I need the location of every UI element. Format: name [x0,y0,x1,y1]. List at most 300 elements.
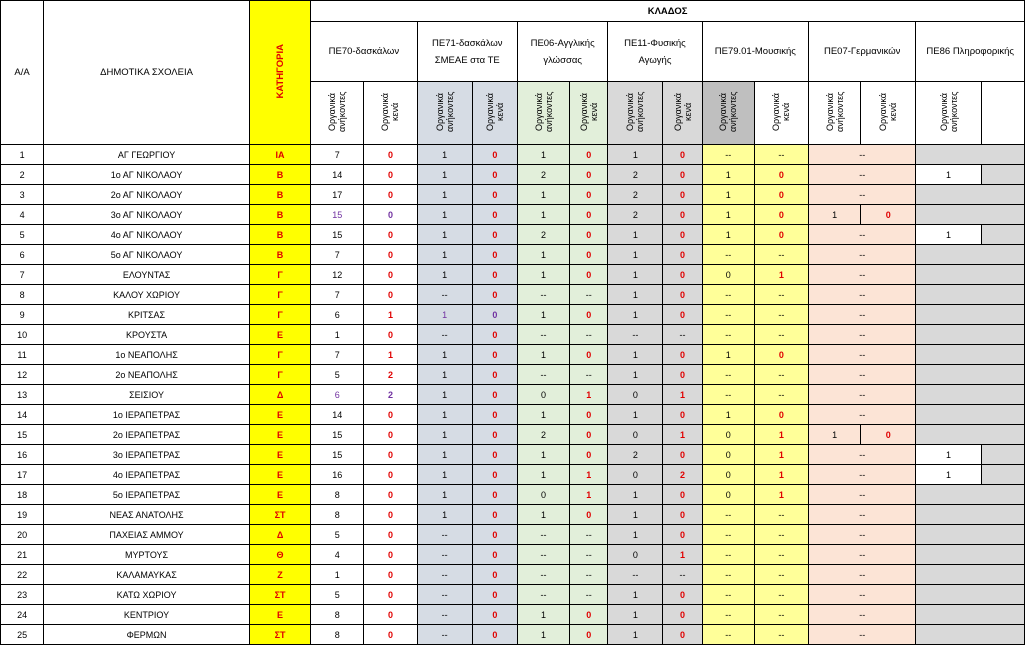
pe70-vacant: 0 [364,485,417,505]
pe11-organic: 1 [608,625,663,645]
header-schools: ΔΗΜΟΤΙΚΑ ΣΧΟΛΕΙΑ [44,1,250,145]
pe06-organic: 1 [517,245,569,265]
pe70-organic: 8 [311,505,364,525]
pe06-vacant: 0 [570,265,608,285]
pe07-merged: -- [809,625,916,645]
pe06-organic: 1 [517,625,569,645]
pe79-organic: 0 [702,465,754,485]
table-row [1,185,1025,205]
pe79-vacant: -- [754,245,808,265]
row-school: ΑΓ ΓΕΩΡΓΙΟΥ [44,145,250,165]
pe06-organic: 1 [517,205,569,225]
pe70-organic: 6 [311,385,364,405]
table-row [1,325,1025,345]
subheader-vacant: Οργανικά κενά [861,82,916,145]
pe79-vacant: 1 [754,445,808,465]
pe06-organic: -- [517,365,569,385]
pe71-organic: -- [417,605,472,625]
pe11-vacant: 0 [663,605,702,625]
pe11-organic: 1 [608,365,663,385]
row-school: 5ο ΙΕΡΑΠΕΤΡΑΣ [44,485,250,505]
pe07-vacant: 0 [861,425,916,445]
row-category: Ε [249,465,310,485]
pe79-vacant: 0 [754,185,808,205]
pe06-organic: 1 [517,465,569,485]
pe11-vacant: 0 [663,305,702,325]
row-aa: 10 [1,325,44,345]
pe86-organic: 1 [916,465,981,485]
pe11-organic: 1 [608,405,663,425]
pe86-merged [916,605,1025,625]
table-row [1,365,1025,385]
row-school: ΣΕΙΣΙΟΥ [44,385,250,405]
pe79-vacant: -- [754,505,808,525]
pe70-vacant: 0 [364,545,417,565]
header-category: ΚΑΤΗΓΟΡΙΑ [249,1,310,145]
row-category: ΣΤ [249,625,310,645]
pe71-organic: 1 [417,185,472,205]
pe11-organic: 0 [608,425,663,445]
pe71-organic: -- [417,565,472,585]
table-row [1,425,1025,445]
pe71-vacant: 0 [472,465,517,485]
pe07-merged: -- [809,365,916,385]
subheader-vacant: Οργανικά κενά [364,82,417,145]
pe71-vacant: 0 [472,265,517,285]
pe79-vacant: 0 [754,225,808,245]
pe79-organic: -- [702,585,754,605]
pe11-organic: 1 [608,525,663,545]
pe11-vacant: 0 [663,585,702,605]
pe07-merged: -- [809,165,916,185]
pe11-vacant: 0 [663,505,702,525]
pe06-organic: -- [517,585,569,605]
pe06-organic: -- [517,285,569,305]
pe79-vacant: 1 [754,465,808,485]
pe71-organic: 1 [417,245,472,265]
row-school: ΚΑΛΟΥ ΧΩΡΙΟΥ [44,285,250,305]
table-row [1,445,1025,465]
pe70-organic: 15 [311,445,364,465]
pe71-organic: -- [417,625,472,645]
pe11-organic: 0 [608,385,663,405]
row-category: Γ [249,305,310,325]
row-category: Γ [249,345,310,365]
pe86-merged [916,325,1025,345]
pe06-vacant: 0 [570,445,608,465]
pe11-vacant: 0 [663,165,702,185]
pe79-vacant: -- [754,285,808,305]
subheader-empty [981,82,1024,145]
pe11-vacant: 1 [663,385,702,405]
pe70-organic: 5 [311,365,364,385]
pe70-organic: 1 [311,565,364,585]
pe79-vacant: -- [754,585,808,605]
pe06-vacant: -- [570,545,608,565]
pe86-merged [916,505,1025,525]
pe11-organic: 1 [608,605,663,625]
row-aa: 4 [1,205,44,225]
pe11-vacant: 0 [663,365,702,385]
pe11-organic: 1 [608,305,663,325]
row-school: ΚΡΟΥΣΤΑ [44,325,250,345]
pe11-vacant: 0 [663,185,702,205]
pe06-vacant: 0 [570,185,608,205]
pe06-vacant: -- [570,325,608,345]
pe71-vacant: 0 [472,425,517,445]
pe79-vacant: 0 [754,165,808,185]
pe06-organic: 0 [517,385,569,405]
pe07-merged: -- [809,605,916,625]
row-aa: 17 [1,465,44,485]
row-school: 4ο ΙΕΡΑΠΕΤΡΑΣ [44,465,250,485]
row-school: 5ο ΑΓ ΝΙΚΟΛΑΟΥ [44,245,250,265]
table-row [1,625,1025,645]
row-aa: 16 [1,445,44,465]
header-group-pe11: ΠΕ11-Φυσικής Αγωγής [608,22,702,82]
row-aa: 8 [1,285,44,305]
pe11-vacant: 0 [663,285,702,305]
pe11-organic: 0 [608,465,663,485]
pe11-vacant: 0 [663,625,702,645]
row-category: Ε [249,445,310,465]
pe70-vacant: 1 [364,305,417,325]
pe07-merged: -- [809,585,916,605]
pe70-organic: 15 [311,225,364,245]
pe06-organic: 1 [517,445,569,465]
pe79-vacant: -- [754,305,808,325]
row-aa: 23 [1,585,44,605]
pe79-organic: -- [702,325,754,345]
row-category: Β [249,205,310,225]
pe70-organic: 7 [311,245,364,265]
row-school: 1ο ΙΕΡΑΠΕΤΡΑΣ [44,405,250,425]
subheader-organic: Οργανικά ανήκοντες [311,82,364,145]
pe71-vacant: 0 [472,485,517,505]
pe06-organic: 1 [517,145,569,165]
row-school: ΜΥΡΤΟΥΣ [44,545,250,565]
pe06-organic: 2 [517,225,569,245]
table-row [1,545,1025,565]
pe79-vacant: -- [754,145,808,165]
pe06-organic: 1 [517,345,569,365]
pe79-vacant: -- [754,625,808,645]
pe70-vacant: 0 [364,445,417,465]
pe71-vacant: 0 [472,445,517,465]
pe06-organic: 1 [517,305,569,325]
pe70-vacant: 0 [364,165,417,185]
table-row [1,565,1025,585]
subheader-vacant: Οργανικά κενά [472,82,517,145]
pe79-vacant: -- [754,325,808,345]
pe70-vacant: 0 [364,325,417,345]
pe70-vacant: 0 [364,585,417,605]
row-aa: 12 [1,365,44,385]
pe71-organic: 1 [417,205,472,225]
table-row [1,465,1025,485]
pe06-vacant: 1 [570,485,608,505]
subheader-vacant: Οργανικά κενά [663,82,702,145]
pe11-vacant: 0 [663,145,702,165]
table-row [1,205,1025,225]
pe71-vacant: 0 [472,405,517,425]
subheader-organic: Οργανικά ανήκοντες [702,82,754,145]
pe11-organic: 1 [608,345,663,365]
pe86-vacant [981,165,1024,185]
row-category: Ε [249,605,310,625]
table-row [1,245,1025,265]
row-aa: 5 [1,225,44,245]
pe79-organic: -- [702,625,754,645]
pe11-vacant: -- [663,325,702,345]
pe79-organic: 0 [702,485,754,505]
pe86-merged [916,205,1025,225]
pe07-merged: -- [809,185,916,205]
subheader-organic: Οργανικά ανήκοντες [916,82,981,145]
pe79-vacant: -- [754,365,808,385]
pe70-vacant: 0 [364,245,417,265]
table-row [1,345,1025,365]
pe79-vacant: -- [754,565,808,585]
row-category: Ζ [249,565,310,585]
pe86-vacant [981,225,1024,245]
pe71-vacant: 0 [472,545,517,565]
pe07-merged: -- [809,285,916,305]
pe79-vacant: 1 [754,425,808,445]
pe11-vacant: 0 [663,445,702,465]
table-row [1,385,1025,405]
pe86-merged [916,385,1025,405]
pe06-organic: -- [517,565,569,585]
row-aa: 25 [1,625,44,645]
pe70-vacant: 0 [364,285,417,305]
pe06-organic: -- [517,545,569,565]
pe70-organic: 4 [311,545,364,565]
pe86-vacant [981,465,1024,485]
header-group-pe70: ΠΕ70-δασκάλων [311,22,417,82]
pe86-merged [916,585,1025,605]
table-row [1,605,1025,625]
pe71-organic: 1 [417,405,472,425]
table-row [1,485,1025,505]
pe86-merged [916,145,1025,165]
pe70-vacant: 0 [364,205,417,225]
table-row [1,265,1025,285]
pe71-organic: 1 [417,365,472,385]
pe06-organic: 1 [517,505,569,525]
pe11-vacant: 0 [663,345,702,365]
pe06-organic: 1 [517,605,569,625]
pe11-vacant: 0 [663,265,702,285]
pe86-merged [916,485,1025,505]
pe06-vacant: -- [570,365,608,385]
pe79-organic: 1 [702,165,754,185]
pe06-organic: 1 [517,185,569,205]
pe06-organic: 2 [517,425,569,445]
pe70-organic: 7 [311,285,364,305]
table-row [1,285,1025,305]
pe07-merged: -- [809,565,916,585]
pe70-organic: 14 [311,165,364,185]
pe79-organic: -- [702,565,754,585]
pe70-organic: 7 [311,145,364,165]
row-aa: 14 [1,405,44,425]
pe11-vacant: 0 [663,205,702,225]
table-row [1,145,1025,165]
pe07-merged: -- [809,265,916,285]
pe11-organic: 1 [608,505,663,525]
pe70-vacant: 0 [364,425,417,445]
pe70-organic: 6 [311,305,364,325]
row-aa: 6 [1,245,44,265]
pe71-organic: 1 [417,505,472,525]
pe06-vacant: 1 [570,385,608,405]
pe70-organic: 8 [311,605,364,625]
row-school: ΚΡΙΤΣΑΣ [44,305,250,325]
pe70-organic: 14 [311,405,364,425]
pe79-vacant: 1 [754,265,808,285]
pe86-organic: 1 [916,225,981,245]
pe70-vacant: 0 [364,225,417,245]
pe07-merged: -- [809,445,916,465]
pe11-organic: 1 [608,285,663,305]
pe06-vacant: 0 [570,425,608,445]
pe79-organic: -- [702,545,754,565]
pe71-vacant: 0 [472,145,517,165]
row-category: Β [249,225,310,245]
pe07-organic: 1 [809,425,861,445]
header-group-pe79: ΠΕ79.01-Μουσικής [702,22,808,82]
pe86-merged [916,545,1025,565]
pe11-organic: 2 [608,165,663,185]
row-category: Ε [249,325,310,345]
row-category: Ε [249,425,310,445]
pe86-merged [916,265,1025,285]
pe70-organic: 12 [311,265,364,285]
pe70-organic: 7 [311,345,364,365]
pe11-organic: 1 [608,265,663,285]
pe71-vacant: 0 [472,525,517,545]
row-aa: 9 [1,305,44,325]
subheader-vacant: Οργανικά κενά [754,82,808,145]
pe71-organic: 1 [417,445,472,465]
row-aa: 22 [1,565,44,585]
pe79-vacant: -- [754,385,808,405]
row-school: 2ο ΝΕΑΠΟΛΗΣ [44,365,250,385]
pe07-merged: -- [809,485,916,505]
pe06-vacant: 0 [570,505,608,525]
pe06-organic: 1 [517,405,569,425]
pe71-vacant: 0 [472,625,517,645]
row-school: ΕΛΟΥΝΤΑΣ [44,265,250,285]
pe79-organic: -- [702,285,754,305]
row-school: 1ο ΝΕΑΠΟΛΗΣ [44,345,250,365]
header-group-pe71: ΠΕ71-δασκάλων ΣΜΕΑΕ στα ΤΕ [417,22,517,82]
row-school: ΝΕΑΣ ΑΝΑΤΟΛΗΣ [44,505,250,525]
pe86-organic: 1 [916,445,981,465]
pe06-organic: -- [517,525,569,545]
pe71-organic: 1 [417,225,472,245]
table-row [1,505,1025,525]
row-aa: 7 [1,265,44,285]
row-school: 3ο ΙΕΡΑΠΕΤΡΑΣ [44,445,250,465]
pe71-organic: -- [417,585,472,605]
pe86-merged [916,405,1025,425]
pe79-organic: -- [702,505,754,525]
row-aa: 13 [1,385,44,405]
row-school: ΦΕΡΜΩΝ [44,625,250,645]
pe06-vacant: 0 [570,245,608,265]
pe79-vacant: 0 [754,205,808,225]
pe79-organic: 0 [702,425,754,445]
pe71-organic: 1 [417,385,472,405]
row-category: Γ [249,265,310,285]
pe06-organic: 0 [517,485,569,505]
pe71-organic: 1 [417,165,472,185]
pe86-merged [916,625,1025,645]
pe70-vacant: 0 [364,405,417,425]
pe79-organic: -- [702,385,754,405]
pe11-organic: 0 [608,545,663,565]
pe70-vacant: 0 [364,505,417,525]
pe70-vacant: 0 [364,625,417,645]
pe11-organic: 2 [608,185,663,205]
pe79-vacant: 0 [754,405,808,425]
subheader-organic: Οργανικά ανήκοντες [517,82,569,145]
pe70-vacant: 0 [364,465,417,485]
row-aa: 3 [1,185,44,205]
pe86-merged [916,345,1025,365]
pe71-vacant: 0 [472,605,517,625]
row-school: ΠΑΧΕΙΑΣ ΑΜΜΟΥ [44,525,250,545]
row-aa: 11 [1,345,44,365]
pe70-organic: 17 [311,185,364,205]
pe11-vacant: 0 [663,485,702,505]
row-category: Δ [249,525,310,545]
pe07-merged: -- [809,385,916,405]
pe71-vacant: 0 [472,285,517,305]
pe07-merged: -- [809,505,916,525]
pe79-organic: 1 [702,345,754,365]
pe86-merged [916,565,1025,585]
pe06-vacant: -- [570,585,608,605]
pe79-organic: 1 [702,185,754,205]
pe70-vacant: 0 [364,565,417,585]
pe11-organic: -- [608,325,663,345]
pe70-vacant: 0 [364,265,417,285]
pe07-merged: -- [809,145,916,165]
table-row [1,525,1025,545]
pe70-organic: 15 [311,425,364,445]
pe07-merged: -- [809,525,916,545]
pe06-organic: -- [517,325,569,345]
row-aa: 15 [1,425,44,445]
row-school: 1ο ΑΓ ΝΙΚΟΛΑΟΥ [44,165,250,185]
pe11-vacant: 0 [663,245,702,265]
pe11-organic: 1 [608,145,663,165]
pe79-vacant: 1 [754,485,808,505]
header-group-pe06: ΠΕ06-Αγγλικής γλώσσας [517,22,607,82]
row-category: Ε [249,485,310,505]
pe70-vacant: 0 [364,605,417,625]
subheader-organic: Οργανικά ανήκοντες [417,82,472,145]
subheader-organic: Οργανικά ανήκοντες [608,82,663,145]
pe79-vacant: -- [754,525,808,545]
pe06-organic: 1 [517,265,569,285]
row-category: Β [249,165,310,185]
pe79-organic: 1 [702,225,754,245]
pe86-merged [916,365,1025,385]
